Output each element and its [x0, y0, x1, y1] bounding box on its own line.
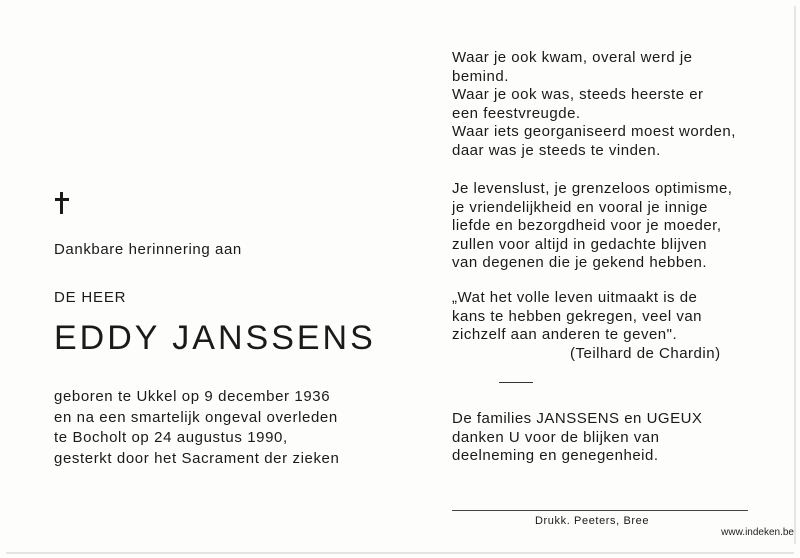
poem-line: Waar je ook kwam, overal werd je: [452, 49, 693, 66]
short-divider: [499, 382, 533, 383]
quote-block: [452, 289, 721, 363]
deceased-name: EDDY JANSSENS: [54, 319, 376, 357]
honorific-title: DE HEER: [54, 289, 127, 306]
poem-line: Waar iets georganiseerd moest worden,: [452, 123, 736, 140]
long-divider: [452, 510, 748, 511]
quote-line: kans te hebben gekregen, veel van: [452, 307, 703, 325]
poem-line: van degenen die je gekend hebben.: [452, 254, 708, 271]
bio-line: en na een smartelijk ongeval overleden: [54, 408, 338, 426]
bio-line: te Bocholt op 24 augustus 1990,: [54, 429, 288, 446]
quote-line: zichzelf aan anderen te geven".: [452, 326, 678, 343]
bio-line: gesterkt door het Sacrament der zieken: [54, 449, 340, 467]
poem-stanza-2: [452, 180, 732, 273]
website-watermark: www.indeken.be: [721, 527, 794, 538]
card-edge-bottom: [6, 552, 794, 554]
quote-author: (Teilhard de Chardin): [570, 344, 721, 362]
poem-line: je vriendelijkheid en vooral je innige: [452, 198, 708, 216]
thanks-block: [452, 410, 702, 466]
card-edge-right: [794, 6, 796, 544]
poem-line: daar was je steeds te vinden.: [452, 141, 661, 159]
cross-icon: [55, 192, 69, 214]
intro-text: Dankbare herinnering aan: [54, 241, 242, 258]
poem-line: een feestvreugde.: [452, 104, 581, 122]
thanks-line: danken U voor de blijken van: [452, 428, 660, 446]
printer-credit: Drukk. Peeters, Bree: [535, 515, 650, 527]
bio-block: [54, 387, 339, 469]
bio-line: geboren te Ukkel op 9 december 1936: [54, 388, 331, 405]
poem-line: liefde en bezorgdheid voor je moeder,: [452, 217, 722, 234]
thanks-line: deelneming en genegenheid.: [452, 447, 659, 464]
poem-line: zullen voor altijd in gedachte blijven: [452, 235, 707, 253]
quote-line: „Wat het volle leven uitmaakt is de: [452, 289, 698, 306]
poem-line: Waar je ook was, steeds heerste er: [452, 86, 704, 103]
poem-line: Je levenslust, je grenzeloos optimisme,: [452, 180, 733, 197]
poem-stanza-1: [452, 49, 736, 160]
poem-line: bemind.: [452, 67, 509, 85]
thanks-line: De families JANSSENS en UGEUX: [452, 410, 703, 427]
